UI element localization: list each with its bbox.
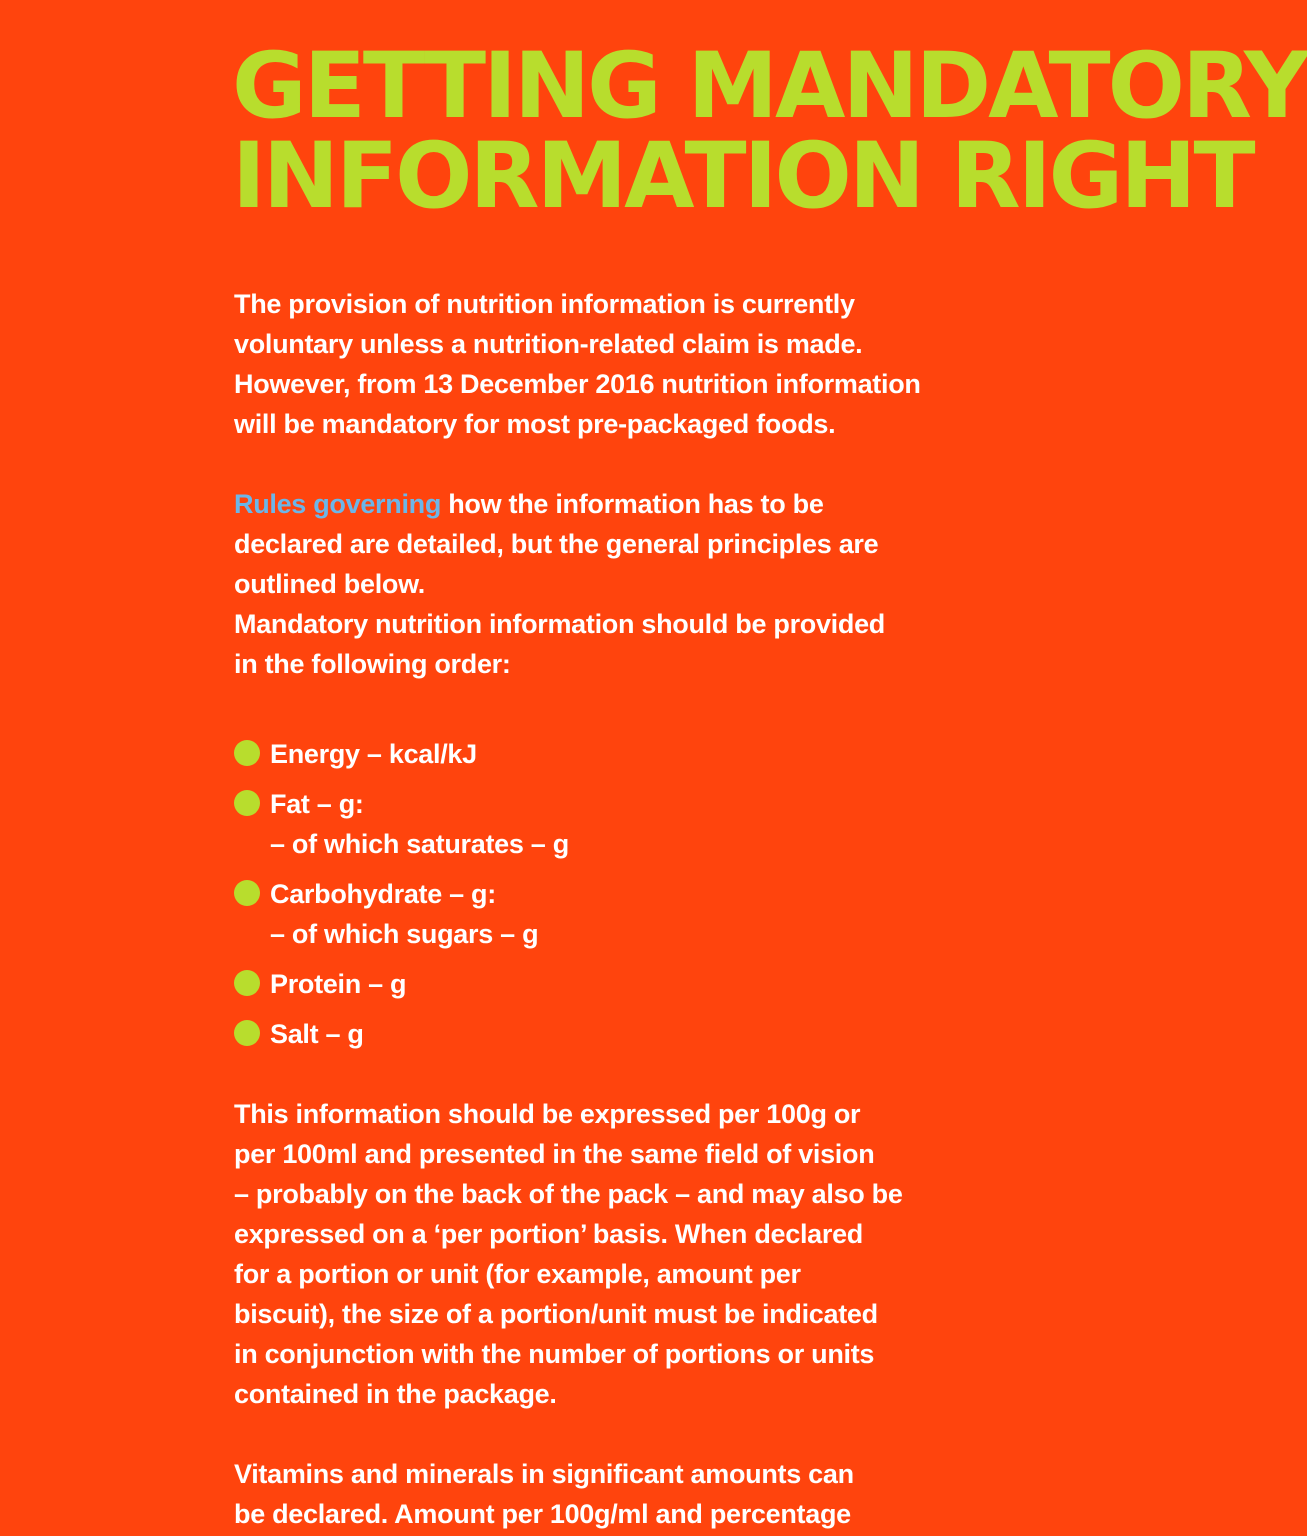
rules-paragraph xyxy=(234,484,1004,684)
expression-line: biscuit), the size of a portion/unit must be indicated xyxy=(234,1299,878,1329)
page-title xyxy=(232,34,1307,229)
rules-line: declared are detailed, but the general principles are xyxy=(234,529,879,559)
title-line-2: INFORMATION RIGHT xyxy=(232,124,1253,229)
vitamins-line: be declared. Amount per 100g/ml and percentage xyxy=(234,1499,851,1529)
nutrient-list xyxy=(234,734,569,1064)
expression-paragraph xyxy=(234,1094,1004,1414)
expression-line: expressed on a ‘per portion’ basis. When declared xyxy=(234,1219,863,1249)
list-item-fat xyxy=(234,784,569,864)
list-item-carbohydrate xyxy=(234,874,569,954)
intro-paragraph xyxy=(234,284,1004,444)
rules-line: outlined below. xyxy=(234,569,425,599)
list-item-protein xyxy=(234,964,569,1004)
nutrient-sublabel: – of which saturates – g xyxy=(270,829,569,859)
list-item-energy xyxy=(234,734,569,774)
bullet-dot-icon xyxy=(234,790,260,816)
expression-line: in conjunction with the number of portions or units xyxy=(234,1339,875,1369)
bullet-dot-icon xyxy=(234,740,260,766)
bullet-dot-icon xyxy=(234,970,260,996)
rules-governing-link[interactable]: Rules governing xyxy=(234,489,442,519)
bullet-dot-icon xyxy=(234,880,260,906)
intro-line: However, from 13 December 2016 nutrition information xyxy=(234,369,921,399)
expression-line: per 100ml and presented in the same field of vision xyxy=(234,1139,875,1169)
expression-line: This information should be expressed per 100g or xyxy=(234,1099,861,1129)
rules-line xyxy=(234,484,1004,524)
intro-line: will be mandatory for most pre-packaged foods. xyxy=(234,409,836,439)
nutrient-label: Protein – g xyxy=(270,969,407,999)
vitamins-line: Vitamins and minerals in significant amounts can xyxy=(234,1459,854,1489)
nutrient-label: Fat – g: xyxy=(270,789,364,819)
list-item-salt xyxy=(234,1014,569,1054)
intro-line: voluntary unless a nutrition-related claim is made. xyxy=(234,329,863,359)
title-line-1: GETTING MANDATORY xyxy=(232,34,1307,139)
bullet-dot-icon xyxy=(234,1020,260,1046)
nutrient-sublabel: – of which sugars – g xyxy=(270,919,539,949)
rules-line: in the following order: xyxy=(234,649,511,679)
rules-line-rest: how the information has to be xyxy=(441,489,824,519)
intro-line: The provision of nutrition information is currently xyxy=(234,289,855,319)
nutrient-label: Carbohydrate – g: xyxy=(270,879,496,909)
expression-line: for a portion or unit (for example, amount per xyxy=(234,1259,801,1289)
nutrient-label: Salt – g xyxy=(270,1019,364,1049)
vitamins-paragraph xyxy=(234,1454,1004,1534)
nutrient-label: Energy – kcal/kJ xyxy=(270,739,477,769)
expression-line: – probably on the back of the pack – and may also be xyxy=(234,1179,903,1209)
expression-line: contained in the package. xyxy=(234,1379,557,1409)
rules-line: Mandatory nutrition information should be provided xyxy=(234,609,885,639)
